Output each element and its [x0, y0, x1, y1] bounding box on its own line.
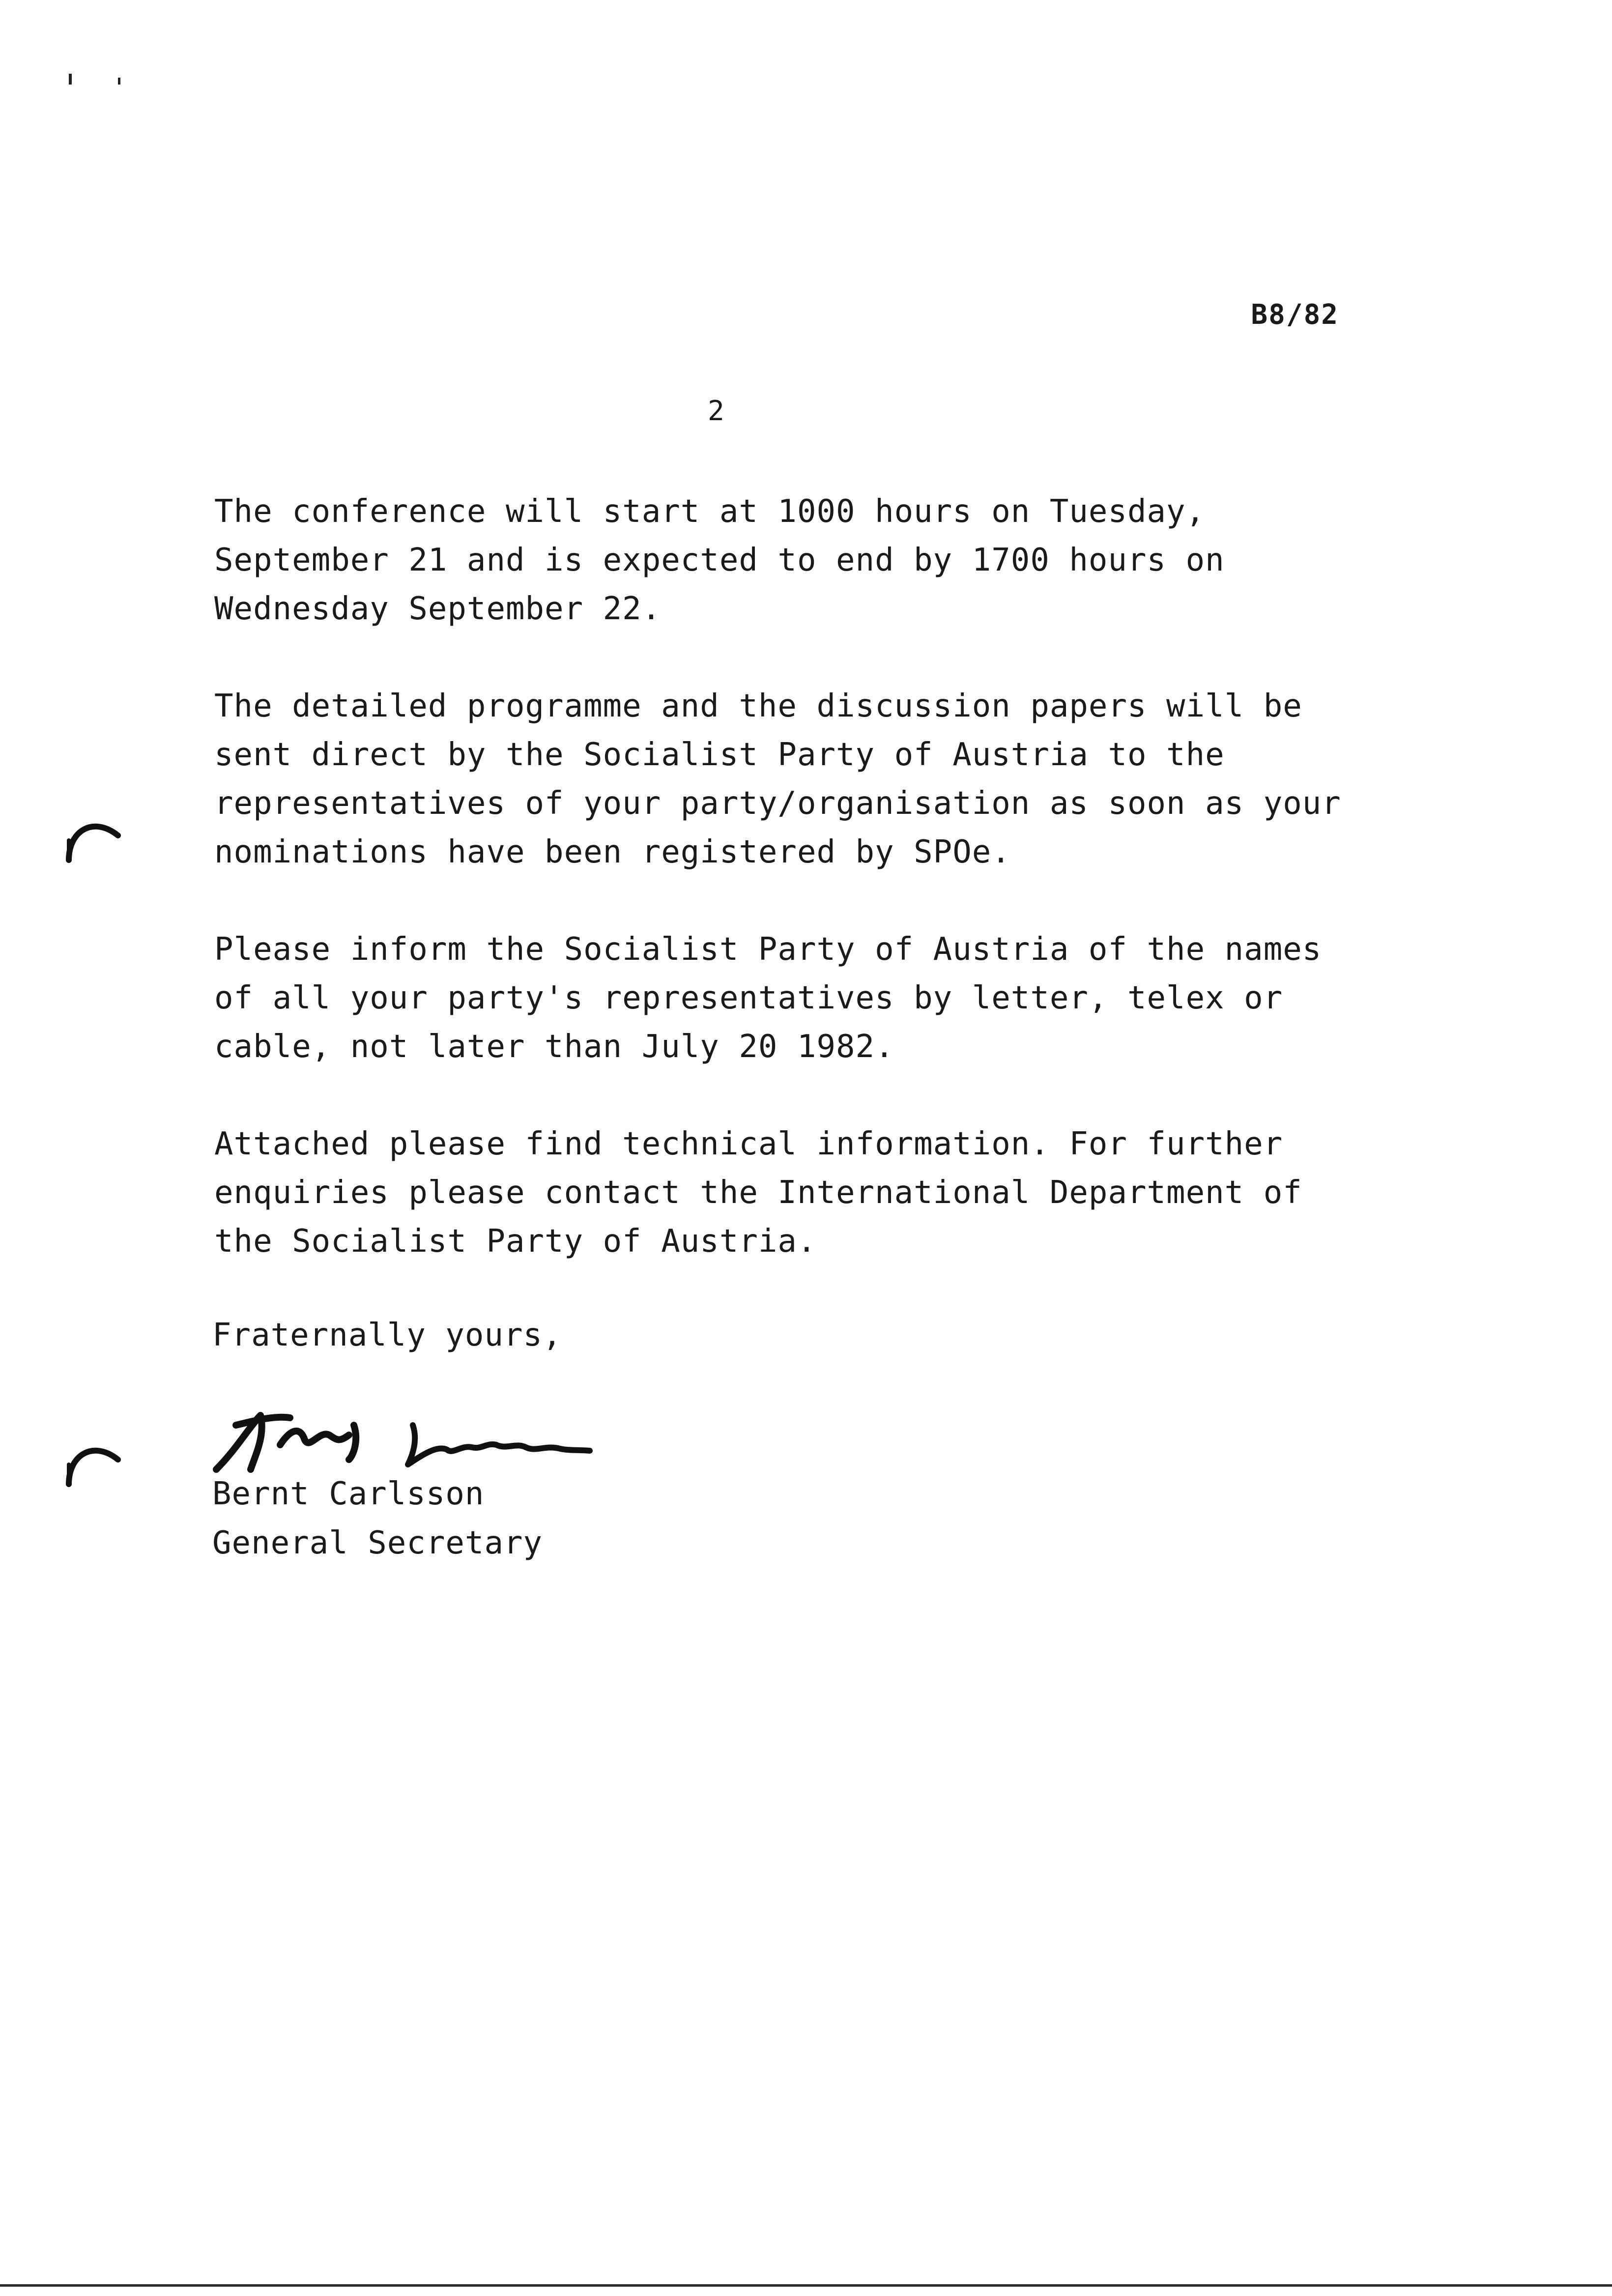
- paragraph-schedule: The conference will start at 1000 hours on Tuesday, September 21 and is expected to end by 1700 hours on Wednesday September 22.: [214, 493, 1225, 627]
- page-number: 2: [708, 395, 724, 427]
- corner-mark: [118, 78, 120, 85]
- punch-hole-mark-upper: [64, 811, 123, 865]
- corner-mark: [69, 74, 72, 85]
- punch-hole-mark-lower: [64, 1435, 123, 1489]
- signer-block: [212, 1469, 543, 1568]
- page-bottom-edge: [0, 2284, 1612, 2287]
- signer-title: General Secretary: [212, 1525, 543, 1561]
- paragraph-enquiries: Attached please find technical information. For further enquiries please contact the International Department of the Socialist Party of Austria.: [214, 1126, 1302, 1260]
- closing-salutation: Fraternally yours,: [212, 1317, 562, 1353]
- signer-name: Bernt Carlsson: [212, 1476, 485, 1512]
- paragraph-programme: The detailed programme and the discussion papers will be sent direct by the Socialist Party of Austria to the representatives of your party/organisation as soon as your nominations have been registered by SPOe.: [214, 688, 1341, 870]
- letter-body: [214, 488, 1394, 1315]
- paragraph-nominations: Please inform the Socialist Party of Austria of the names of all your party's representatives by letter, telex or cable, not later than July 20 1982.: [214, 931, 1322, 1065]
- reference-code: B8/82: [1251, 299, 1339, 331]
